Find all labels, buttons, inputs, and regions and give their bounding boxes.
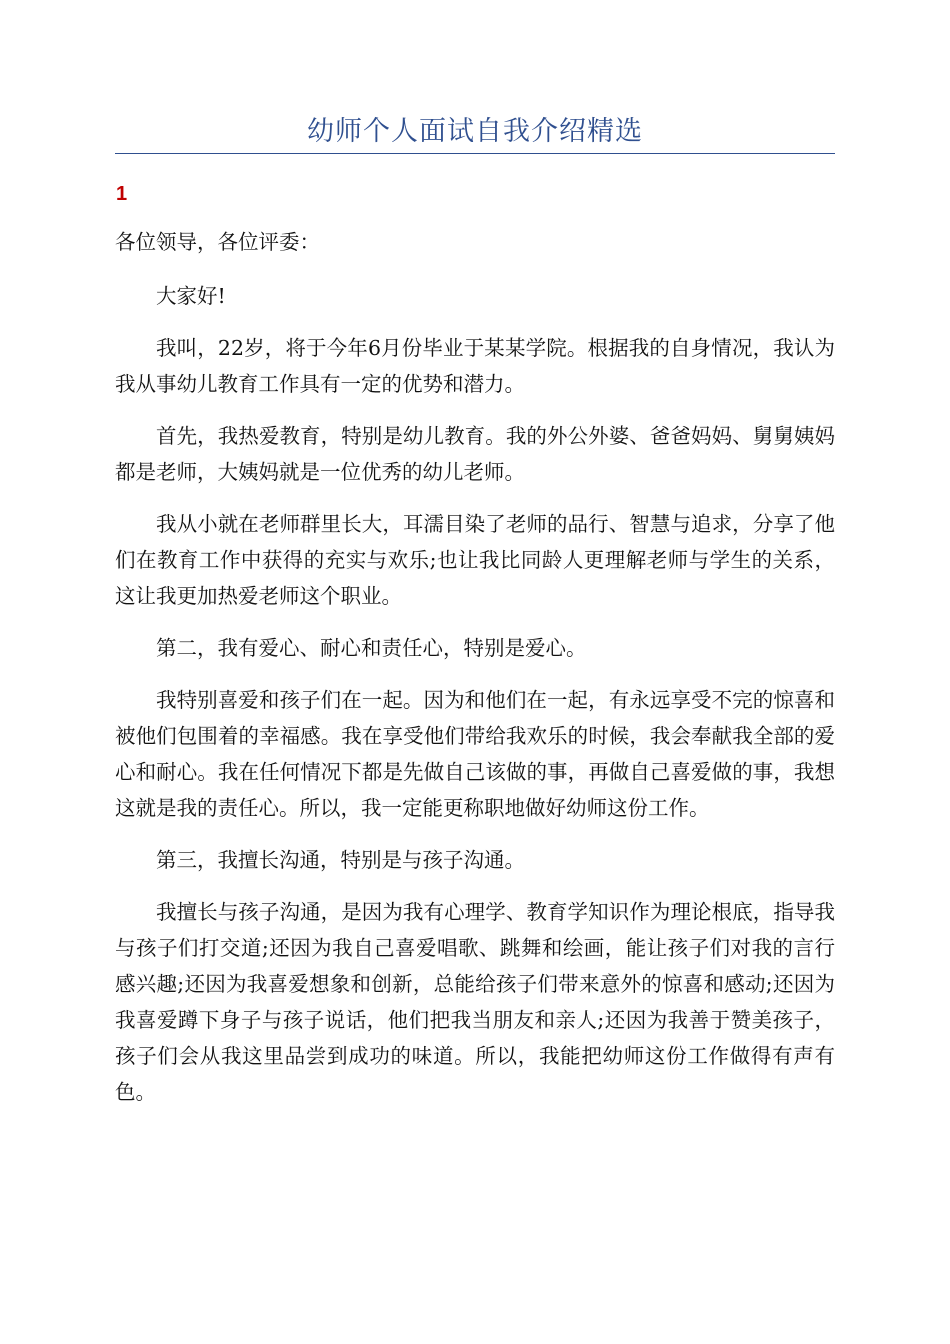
paragraph: 我从小就在老师群里长大，耳濡目染了老师的品行、智慧与追求，分享了他们在教育工作中获得的充实与欢乐;也让我比同龄人更理解老师与学生的关系，这让我更加热爱老师这个职业。 xyxy=(115,512,835,608)
paragraph: 第三，我擅长沟通，特别是与孩子沟通。 xyxy=(156,848,525,872)
paragraph: 首先，我热爱教育，特别是幼儿教育。我的外公外婆、爸爸妈妈、舅舅姨妈都是老师，大姨妈就是一位优秀的幼儿老师。 xyxy=(115,424,835,484)
document-title: 幼师个人面试自我介绍精选 xyxy=(307,116,643,147)
paragraph: 我特别喜爱和孩子们在一起。因为和他们在一起，有永远享受不完的惊喜和被他们包围着的幸福感。我在享受他们带给我欢乐的时候，我会奉献我全部的爱心和耐心。我在任何情况下都是先做自己该做的事，再做自己喜爱做的事，我想这就是我的责任心。所以，我一定能更称职地做好幼师这份工作。 xyxy=(115,688,835,820)
title-underline xyxy=(115,153,835,154)
document-body xyxy=(115,224,835,1126)
salutation: 各位领导，各位评委： xyxy=(115,230,320,254)
paragraph: 大家好! xyxy=(156,284,226,308)
section-number: 1 xyxy=(116,183,128,205)
paragraph: 第二，我有爱心、耐心和责任心，特别是爱心。 xyxy=(156,636,587,660)
paragraph: 我擅长与孩子沟通，是因为我有心理学、教育学知识作为理论根底，指导我与孩子们打交道;还因为我自己喜爱唱歌、跳舞和绘画，能让孩子们对我的言行感兴趣;还因为我喜爱想象和创新，总能给孩子们带来意外的惊喜和感动;还因为我喜爱蹲下身子与孩子说话，他们把我当朋友和亲人;还因为我善于赞美孩子，孩子们会从我这里品尝到成功的味道。所以，我能把幼师这份工作做得有声有色。 xyxy=(115,900,835,1104)
paragraph: 我叫，22岁，将于今年6月份毕业于某某学院。根据我的自身情况，我认为我从事幼儿教育工作具有一定的优势和潜力。 xyxy=(115,336,835,396)
